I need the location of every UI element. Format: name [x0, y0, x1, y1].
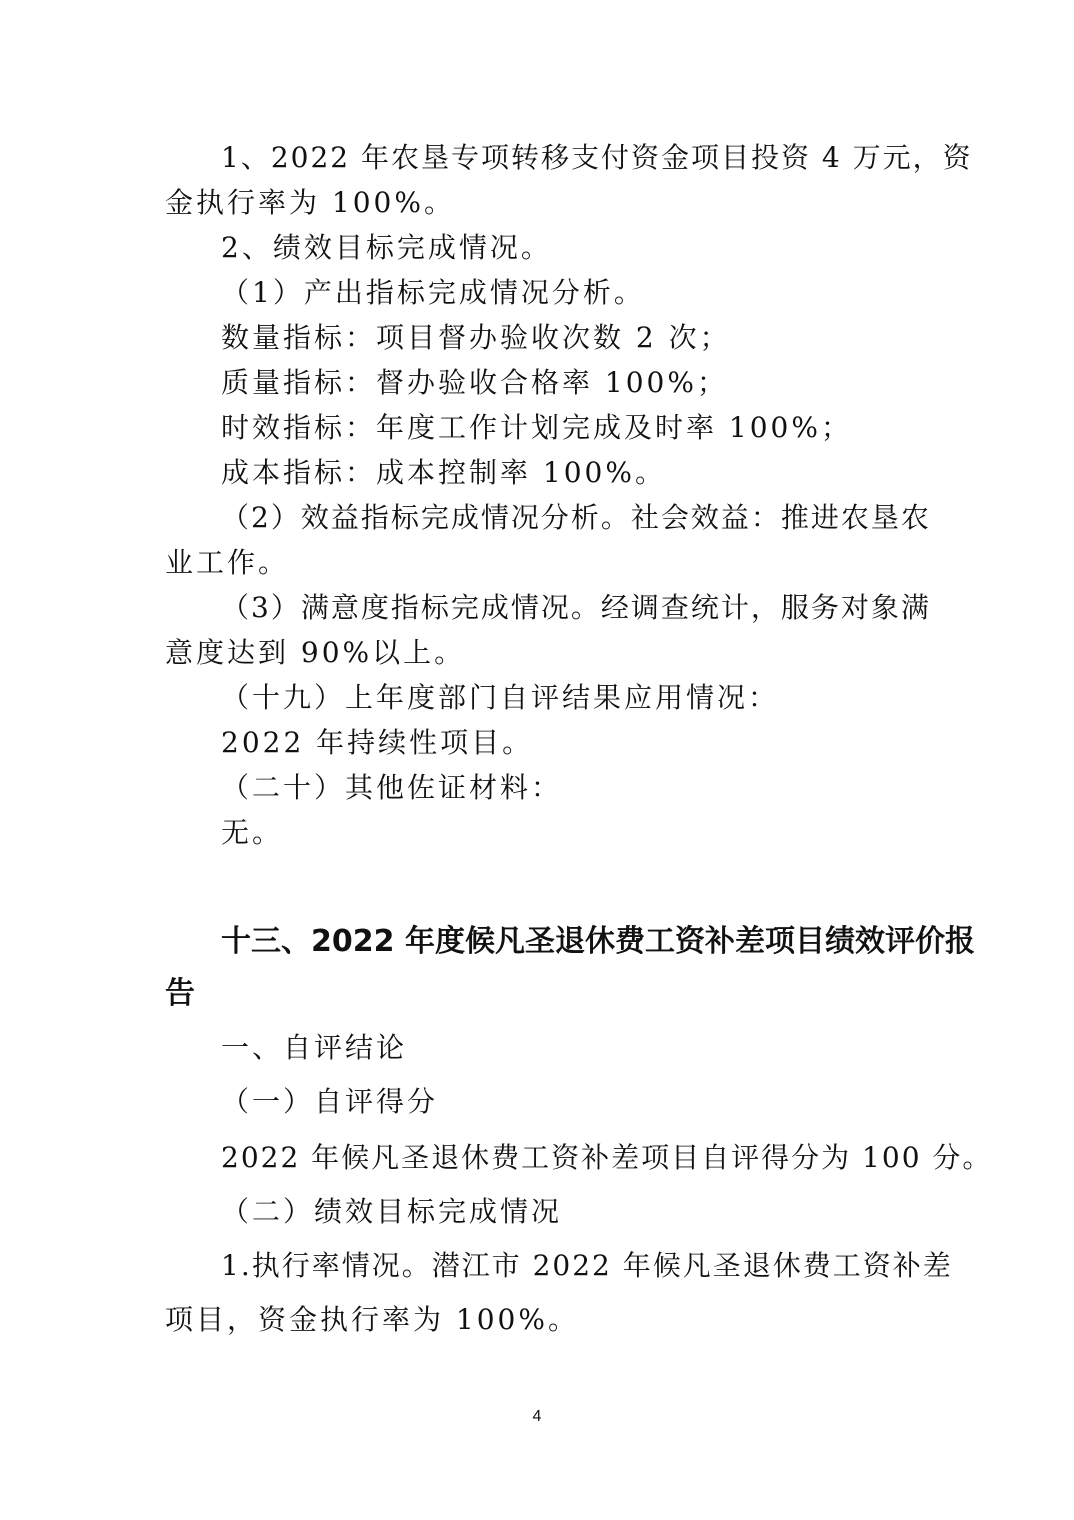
paragraph-line: 成本指标：成本控制率 100%。: [221, 456, 666, 489]
section-heading-continued: 告: [165, 976, 195, 1011]
paragraph-line: 金执行率为 100%。: [165, 186, 455, 219]
page-number: 4: [532, 1408, 542, 1425]
paragraph-line: 数量指标：项目督办验收次数 2 次；: [221, 321, 731, 354]
paragraph-line: 时效指标：年度工作计划完成及时率 100%；: [221, 411, 852, 444]
paragraph-line: 1、2022 年农垦专项转移支付资金项目投资 4 万元，资: [221, 141, 973, 174]
paragraph-line: （二十）其他佐证材料：: [221, 771, 563, 804]
paragraph-line: 质量指标：督办验收合格率 100%；: [221, 366, 728, 399]
paragraph-line: 业工作。: [165, 546, 290, 579]
paragraph-line: 无。: [221, 816, 284, 849]
paragraph-line: （十九）上年度部门自评结果应用情况：: [221, 681, 780, 714]
paragraph-line: （1）产出指标完成情况分析。: [221, 276, 645, 309]
paragraph-line: 1.执行率情况。潜江市 2022 年候凡圣退休费工资补差: [221, 1249, 953, 1282]
subsection-title: （二）绩效目标完成情况: [221, 1195, 563, 1228]
paragraph-line: （3）满意度指标完成情况。经调查统计，服务对象满: [221, 591, 931, 624]
paragraph-line: 2、绩效目标完成情况。: [221, 231, 552, 264]
subsection-title: 一、自评结论: [221, 1031, 408, 1064]
paragraph-line: 意度达到 90%以上。: [165, 636, 466, 669]
section-heading: 十三、2022 年度候凡圣退休费工资补差项目绩效评价报: [221, 924, 975, 959]
subsection-title: （一）自评得分: [221, 1085, 439, 1118]
paragraph-line: （2）效益指标完成情况分析。社会效益：推进农垦农: [221, 501, 931, 534]
paragraph-line: 项目，资金执行率为 100%。: [165, 1303, 579, 1336]
paragraph-line: 2022 年持续性项目。: [221, 726, 534, 759]
paragraph-line: 2022 年候凡圣退休费工资补差项目自评得分为 100 分。: [221, 1141, 993, 1174]
